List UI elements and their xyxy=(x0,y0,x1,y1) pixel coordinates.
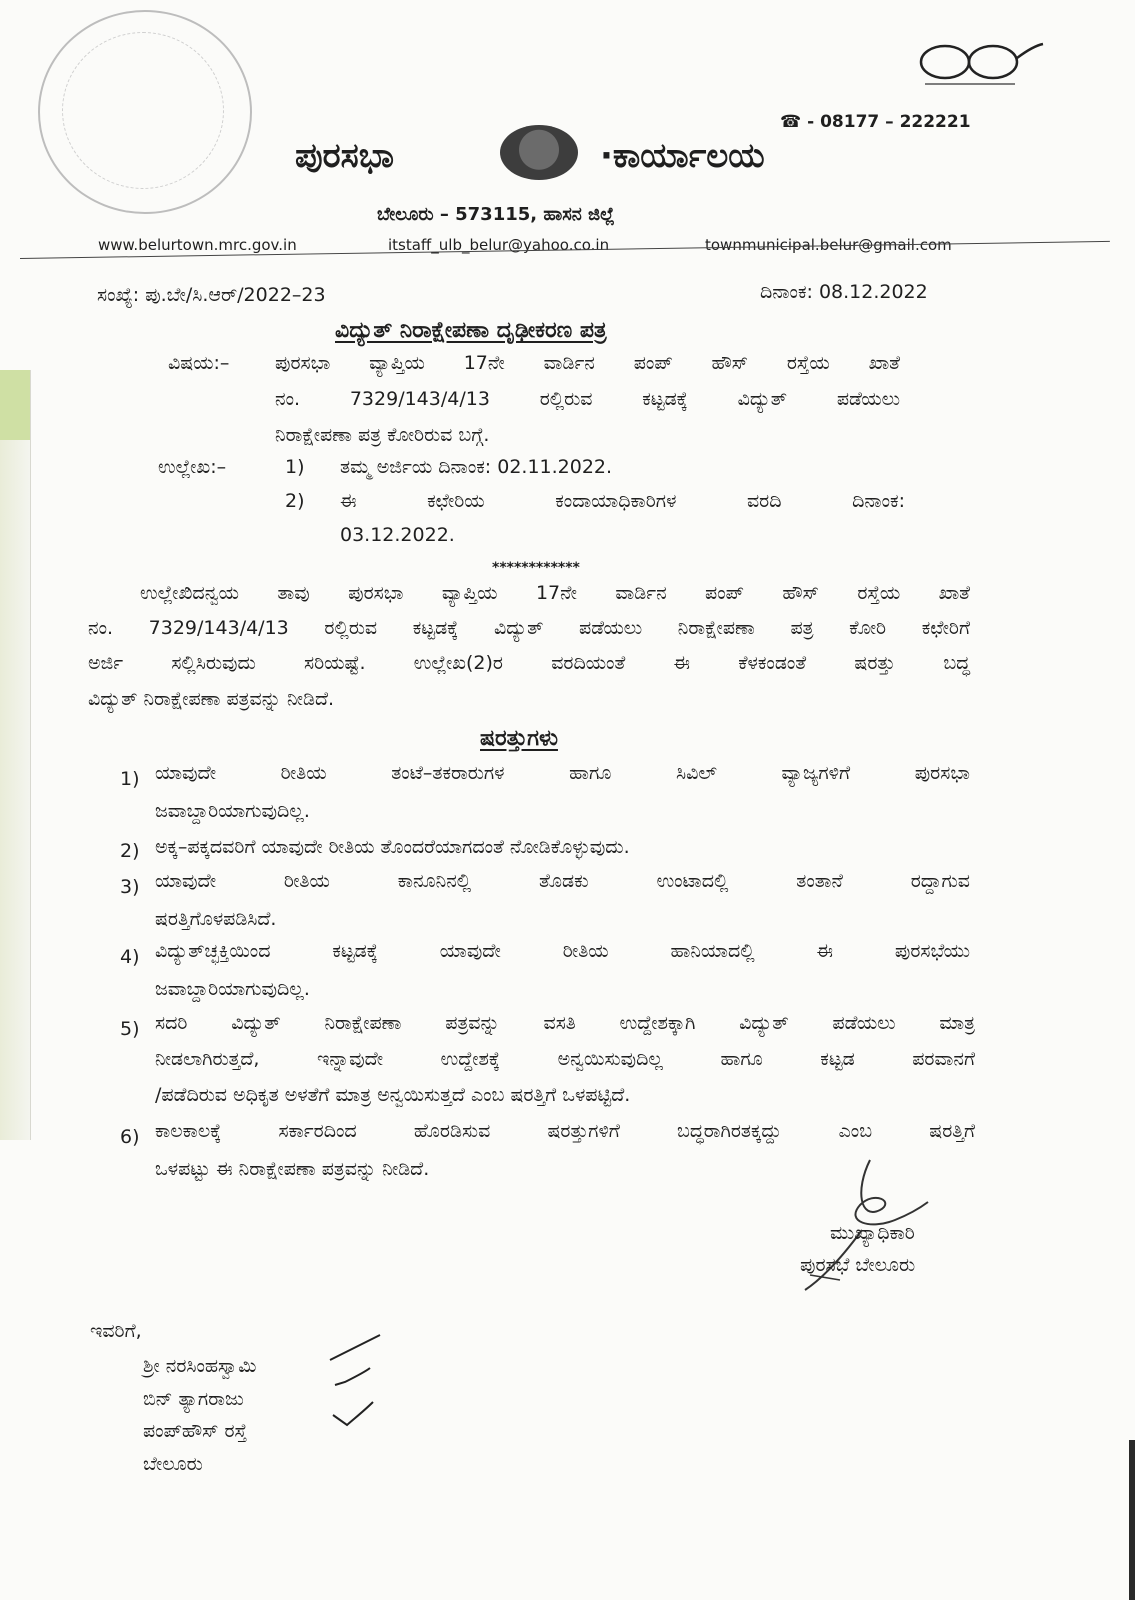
subject-label: ವಿಷಯ:– xyxy=(168,352,230,374)
office-address: ಬೇಲೂರು – 573115, ಹಾಸನ ಜಿಲ್ಲೆ xyxy=(377,204,615,225)
body-line: ಉಲ್ಲೇಖಿದನ್ವಯ ತಾವು ಪುರಸಭಾ ವ್ಯಾಪ್ತಿಯ 17ನೇ ವಾರ್ಡಿನ ಪಂಪ್ ಹೌಸ್ ರಸ್ತೆಯ ಖಾತೆ xyxy=(140,582,970,604)
condition-num: 4) xyxy=(120,946,140,968)
body-line: ಅರ್ಜಿ ಸಲ್ಲಿಸಿರುವುದು ಸರಿಯಷ್ಟೆ. ಉಲ್ಲೇಖ(2)ರ ವರದಿಯಂತೆ ಈ ಕೆಳಕಂಡಂತೆ ಷರತ್ತು ಬದ್ಧ xyxy=(88,652,970,674)
municipal-emblem-icon xyxy=(500,125,578,180)
reference-number: ಸಂಖ್ಯೆ: ಪು.ಬೇ/ಸಿ.ಆರ್/2022–23 xyxy=(97,284,326,306)
email-link-2: townmunicipal.belur@gmail.com xyxy=(705,236,952,254)
document-heading: ವಿದ್ಯುತ್ ನಿರಾಕ್ಷೇಪಣಾ ದೃಢೀಕರಣ ಪತ್ರ xyxy=(335,318,607,343)
conditions-heading: ಷರತ್ತುಗಳು xyxy=(480,726,558,751)
subject-line: ನಂ. 7329/143/4/13 ರಲ್ಲಿರುವ ಕಟ್ಟಡಕ್ಕೆ ವಿದ್ಯುತ್ ಪಡೆಯಲು xyxy=(275,388,900,410)
signatory-designation: ಮುಖ್ಯಾಧಿಕಾರಿ xyxy=(830,1222,915,1244)
paper-edge xyxy=(0,370,31,1140)
condition-line: ಜವಾಬ್ದಾರಿಯಾಗುವುದಿಲ್ಲ. xyxy=(155,800,310,822)
body-line: ವಿದ್ಯುತ್ ನಿರಾಕ್ಷೇಪಣಾ ಪತ್ರವನ್ನು ನೀಡಿದೆ. xyxy=(88,688,335,710)
recipient-label: ಇವರಿಗೆ, xyxy=(90,1320,142,1342)
phone-number: ☎ - 08177 – 222221 xyxy=(780,112,971,132)
email-link-1: itstaff_ulb_belur@yahoo.co.in xyxy=(388,236,610,254)
condition-line: ಸದರಿ ವಿದ್ಯುತ್ ನಿರಾಕ್ಷೇಪಣಾ ಪತ್ರವನ್ನು ವಸತಿ ಉದ್ದೇಶಕ್ಕಾಗಿ ವಿದ್ಯುತ್ ಪಡೆಯಲು ಮಾತ್ರ xyxy=(155,1012,975,1034)
reference-num: 2) xyxy=(285,490,305,512)
recipient-line: ಶ್ರೀ ನರಸಿಂಹಸ್ವಾಮಿ xyxy=(143,1355,257,1377)
check-marks-icon xyxy=(325,1330,395,1460)
subject-line: ನಿರಾಕ್ಷೇಪಣಾ ಪತ್ರ ಕೋರಿರುವ ಬಗ್ಗೆ. xyxy=(275,424,490,446)
reference-num: 1) xyxy=(285,456,305,478)
reference-item: ತಮ್ಮ ಅರ್ಜಿಯ ದಿನಾಂಕ: 02.11.2022. xyxy=(340,456,613,478)
condition-line: ಷರತ್ತಿಗೊಳಪಡಿಸಿದೆ. xyxy=(155,908,277,930)
page-tab xyxy=(0,370,30,440)
background-edge xyxy=(1129,1440,1135,1600)
condition-line: ವಿದ್ಯುತ್‌ಚ್ಛಕ್ತಿಯಿಂದ ಕಟ್ಟಡಕ್ಕೆ ಯಾವುದೇ ರೀತಿಯ ಹಾನಿಯಾದಲ್ಲಿ ಈ ಪುರಸಭೆಯು xyxy=(155,940,970,962)
reference-item: ಈ ಕಛೇರಿಯ ಕಂದಾಯಾಧಿಕಾರಿಗಳ ವರದಿ ದಿನಾಂಕ: xyxy=(340,490,905,512)
subject-line: ಪುರಸಭಾ ವ್ಯಾಪ್ತಿಯ 17ನೇ ವಾರ್ಡಿನ ಪಂಪ್ ಹೌಸ್ ರಸ್ತೆಯ ಖಾತೆ xyxy=(275,352,900,374)
condition-line: ನೀಡಲಾಗಿರುತ್ತದೆ, ಇನ್ನಾವುದೇ ಉದ್ದೇಶಕ್ಕೆ ಅನ್ವಯಿಸುವುದಿಲ್ಲ ಹಾಗೂ ಕಟ್ಟಡ ಪರವಾನಗೆ xyxy=(155,1048,975,1070)
recipient-line: ಬಿನ್ ತ್ಯಾಗರಾಜು xyxy=(143,1388,244,1410)
condition-line: ಕಾಲಕಾಲಕ್ಕೆ ಸರ್ಕಾರದಿಂದ ಹೊರಡಿಸುವ ಷರತ್ತುಗಳಿಗೆ ಬದ್ಧರಾಗಿರತಕ್ಕದ್ದು ಎಂಬ ಷರತ್ತಿಗೆ xyxy=(155,1120,975,1142)
telephone-icon: ☎ xyxy=(780,112,802,132)
condition-num: 6) xyxy=(120,1126,140,1148)
letter-date: ದಿನಾಂಕ: 08.12.2022 xyxy=(760,281,928,303)
body-line: ನಂ. 7329/143/4/13 ರಲ್ಲಿರುವ ಕಟ್ಟಡಕ್ಕೆ ವಿದ್ಯುತ್ ಪಡೆಯಲು ನಿರಾಕ್ಷೇಪಣಾ ಪತ್ರ ಕೋರಿ ಕಛೇರಿಗೆ xyxy=(88,617,970,639)
office-title-left: ಪುರಸಭಾ xyxy=(295,136,394,176)
glasses-logo-icon xyxy=(915,40,1045,90)
condition-line: ಒಳಪಟ್ಟು ಈ ನಿರಾಕ್ಷೇಪಣಾ ಪತ್ರವನ್ನು ನೀಡಿದೆ. xyxy=(155,1158,430,1180)
website-link: www.belurtown.mrc.gov.in xyxy=(98,236,297,254)
condition-num: 5) xyxy=(120,1018,140,1040)
recipient-line: ಬೇಲೂರು xyxy=(143,1453,203,1475)
condition-line: ಜವಾಬ್ದಾರಿಯಾಗುವುದಿಲ್ಲ. xyxy=(155,978,310,1000)
condition-line: ಯಾವುದೇ ರೀತಿಯ ತಂಟೆ–ತಕರಾರುಗಳ ಹಾಗೂ ಸಿವಿಲ್ ವ್ಯಾಜ್ಯಗಳಿಗೆ ಪುರಸಭಾ xyxy=(155,762,970,784)
condition-line: /ಪಡೆದಿರುವ ಅಧಿಕೃತ ಅಳತೆಗೆ ಮಾತ್ರ ಅನ್ವಯಿಸುತ್ತದೆ ಎಂಬ ಷರತ್ತಿಗೆ ಒಳಪಟ್ಟಿದೆ. xyxy=(155,1084,631,1106)
condition-line: ಅಕ್ಕ–ಪಕ್ಕದವರಿಗೆ ಯಾವುದೇ ರೀತಿಯ ತೊಂದರೆಯಾಗದಂತೆ ನೋಡಿಕೊಳ್ಳುವುದು. xyxy=(155,836,630,858)
office-title-right: ·ಕಾರ್ಯಾಲಯ xyxy=(600,136,765,176)
signatory-office: ಪುರಸಭೆ ಬೇಲೂರು xyxy=(800,1254,916,1276)
condition-num: 3) xyxy=(120,876,140,898)
separator: ************ xyxy=(492,560,580,576)
reference-label: ಉಲ್ಲೇಖ:– xyxy=(158,456,227,478)
faded-round-stamp xyxy=(38,10,252,214)
recipient-line: ಪಂಪ್‌ಹೌಸ್ ರಸ್ತೆ xyxy=(143,1420,247,1442)
reference-item-continued: 03.12.2022. xyxy=(340,524,455,546)
condition-num: 1) xyxy=(120,768,140,790)
condition-line: ಯಾವುದೇ ರೀತಿಯ ಕಾನೂನಿನಲ್ಲಿ ತೊಡಕು ಉಂಟಾದಲ್ಲಿ ತಂತಾನೆ ರದ್ದಾಗುವ xyxy=(155,870,970,892)
condition-num: 2) xyxy=(120,840,140,862)
